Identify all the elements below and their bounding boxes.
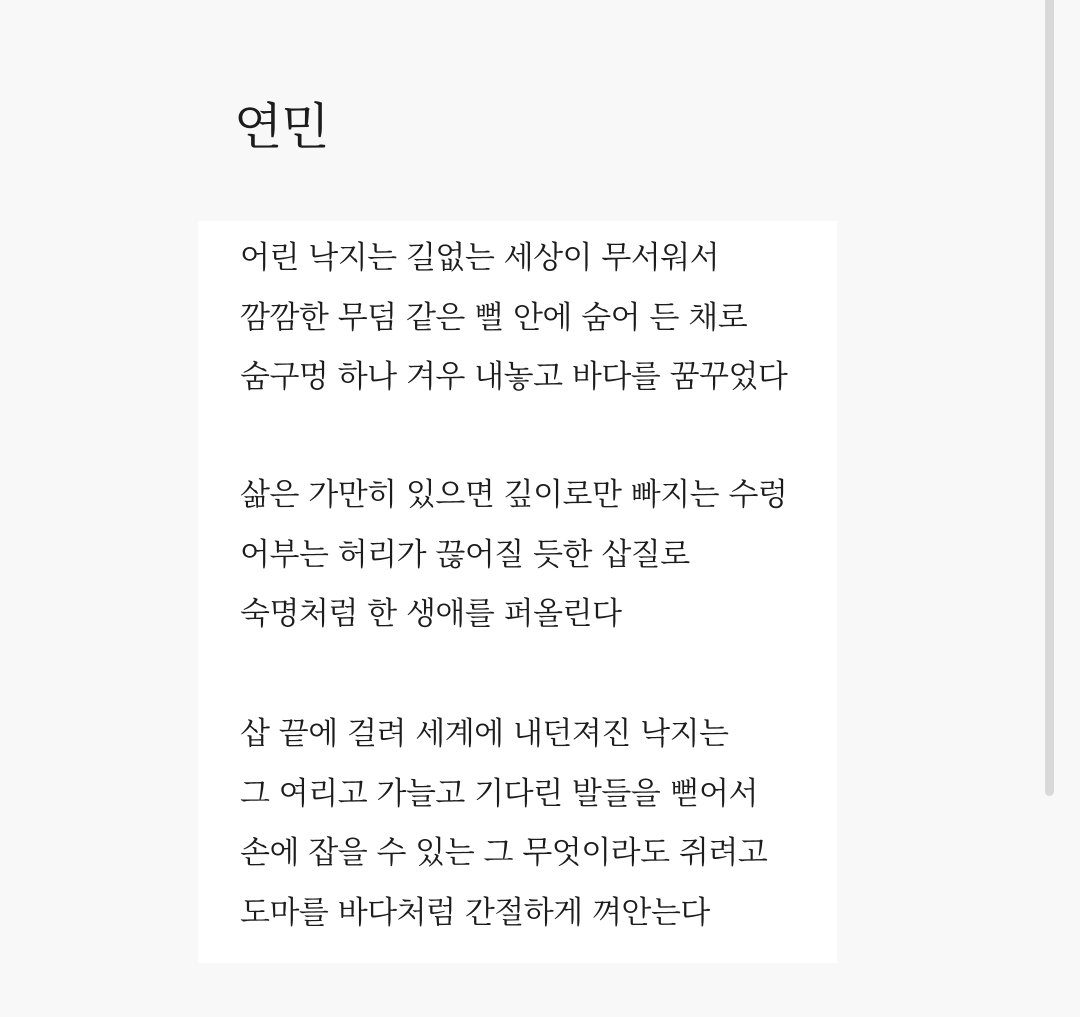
scrollbar-thumb[interactable]	[1045, 0, 1054, 796]
poem-line: 손에 잡을 수 있는 그 무엇이라도 쥐려고	[240, 835, 768, 871]
vertical-scrollbar[interactable]	[1045, 0, 1054, 1017]
stanza-2	[240, 466, 787, 645]
poem-line: 어린 낙지는 길없는 세상이 무서워서	[240, 240, 720, 276]
stanza-3	[240, 705, 767, 943]
poem-line: 어부는 허리가 끊어질 듯한 삽질로	[240, 536, 690, 573]
poem-line: 삽 끝에 걸려 세계에 내던져진 낙지는	[240, 716, 729, 752]
poem-line: 숨구멍 하나 겨우 내놓고 바다를 꿈꾸었다	[240, 359, 788, 395]
poem-line: 삶은 가만히 있으면 깊이로만 빠지는 수렁	[240, 477, 788, 513]
stanza-1	[240, 229, 787, 408]
page-title: 연민	[234, 98, 329, 156]
poem-line: 도마를 바다처럼 간절하게 껴안는다	[240, 894, 710, 931]
poem-line: 그 여리고 가늘고 기다린 발들을 뻗어서	[240, 775, 758, 812]
poem-line: 숙명처럼 한 생애를 퍼올린다	[240, 596, 622, 632]
poem-line: 깜깜한 무덤 같은 뻘 안에 숨어 든 채로	[240, 299, 748, 336]
poem-card	[198, 221, 837, 963]
